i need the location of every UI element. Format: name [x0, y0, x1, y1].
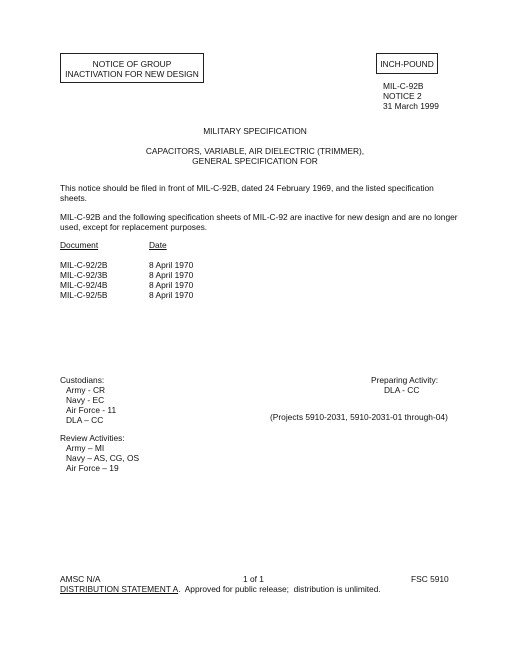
- paragraph-filing: This notice should be filed in front of MIL-C-92B, dated 24 February 1969, and the listed specification sheets.: [60, 183, 434, 203]
- notice-box: [60, 53, 204, 83]
- unit-label: INCH-POUND: [380, 59, 434, 69]
- doc-id-notice: NOTICE 2: [383, 91, 422, 101]
- distribution-label: DISTRIBUTION STATEMENT A: [60, 584, 179, 594]
- custodian-item: DLA – CC: [66, 415, 104, 425]
- preparing-activity-value: DLA - CC: [384, 385, 420, 395]
- distribution-text: . Approved for public release; distribution is unlimited.: [178, 584, 381, 594]
- custodian-item: Navy - EC: [66, 395, 105, 405]
- review-item: Air Force – 19: [66, 463, 119, 473]
- notice-line-1: NOTICE OF GROUP: [92, 59, 172, 69]
- table-cell-document: MIL-C-92/4B: [60, 280, 108, 290]
- table-cell-date: 8 April 1970: [149, 260, 194, 270]
- distribution-statement: [60, 584, 381, 594]
- table-cell-document: MIL-C-92/5B: [60, 290, 108, 300]
- preparing-activity-title: Preparing Activity:: [371, 375, 439, 385]
- table-cell-document: MIL-C-92/2B: [60, 260, 108, 270]
- paragraph-inactive: MIL-C-92B and the following specification sheets of MIL-C-92 are inactive for new design and are no longer used, except for replacement purposes.: [60, 212, 458, 232]
- table-row: [60, 270, 260, 280]
- custodians-block: [60, 375, 116, 425]
- review-block: [60, 433, 139, 473]
- table-cell-date: 8 April 1970: [149, 280, 194, 290]
- doc-subject: [0, 146, 510, 166]
- table-row: [60, 290, 260, 300]
- table-row: [60, 260, 260, 270]
- review-item: Army – MI: [66, 443, 105, 453]
- table-row: [60, 280, 260, 290]
- custodian-item: Army - CR: [66, 385, 106, 395]
- doc-id: [383, 81, 439, 111]
- doc-heading: MILITARY SPECIFICATION: [203, 126, 307, 136]
- review-title: Review Activities:: [60, 433, 125, 443]
- footer-fsc: FSC 5910: [411, 574, 449, 584]
- table-cell-date: 8 April 1970: [149, 270, 194, 280]
- unit-box: [376, 53, 438, 74]
- table-header-date: Date: [149, 240, 167, 250]
- subject-line-2: GENERAL SPECIFICATION FOR: [192, 156, 318, 166]
- doc-id-date: 31 March 1999: [383, 101, 439, 111]
- footer-amsc: AMSC N/A: [60, 574, 101, 584]
- subject-line-1: CAPACITORS, VARIABLE, AIR DIELECTRIC (TRIMMER),: [145, 146, 365, 156]
- projects-note: (Projects 5910-2031, 5910-2031-01 through-04): [270, 412, 448, 422]
- review-item: Navy – AS, CG, OS: [66, 453, 140, 463]
- custodians-title: Custodians:: [60, 375, 105, 385]
- doc-id-number: MIL-C-92B: [383, 81, 424, 91]
- notice-line-2: INACTIVATION FOR NEW DESIGN: [65, 69, 199, 79]
- footer-page-number: 1 of 1: [243, 574, 264, 584]
- custodian-item: Air Force - 11: [66, 405, 117, 415]
- table-header-document: Document: [60, 240, 99, 250]
- table-cell-document: MIL-C-92/3B: [60, 270, 108, 280]
- table-cell-date: 8 April 1970: [149, 290, 194, 300]
